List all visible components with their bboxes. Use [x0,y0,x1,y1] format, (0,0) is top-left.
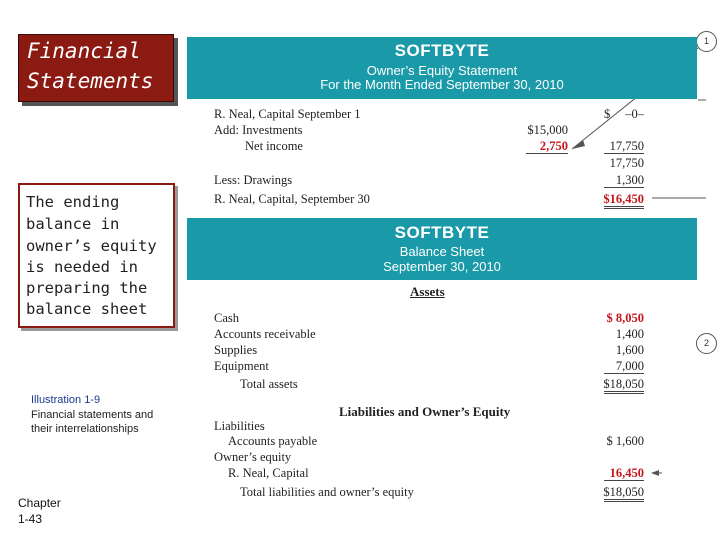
owners-equity-label: Owner’s equity [214,450,292,464]
asset-value: $ 8,050 [606,311,644,325]
asset-label: Cash [214,311,239,325]
callout-1-icon: 1 [696,31,717,52]
investments-value: $15,000 [527,123,568,137]
balance-company: SOFTBYTE [394,223,490,242]
capital-start-value: –0– [625,107,644,121]
liabilities-equity-heading: Liabilities and Owner’s Equity [339,404,511,419]
slide-title-line-2: Statements [27,69,154,93]
underline [604,480,644,481]
double-underline [604,206,644,207]
note-line: balance sheet [26,300,148,318]
underline [604,373,644,374]
asset-label: Equipment [214,359,269,373]
illustration-desc-line-1: Financial statements and [31,409,154,421]
total-liabilities-equity-value: $18,050 [603,485,644,499]
asset-label: Accounts receivable [214,327,316,341]
balance-sheet-date: September 30, 2010 [383,259,501,274]
capital-end-value: $16,450 [603,192,644,206]
double-underline [604,499,644,500]
capital-start-prefix: $ [604,107,611,121]
accounts-payable-value: $ 1,600 [606,434,644,448]
capital-end-label: R. Neal, Capital, September 30 [214,192,370,206]
underline [604,187,644,188]
underline [526,153,568,154]
liabilities-label: Liabilities [214,419,265,433]
note-line: preparing the [26,279,148,297]
chapter-label: Chapter [18,496,61,510]
note-line: The ending [26,193,120,211]
slide-title-line-1: Financial [27,39,141,63]
accounts-payable-label: Accounts payable [228,434,318,448]
subtotal-add-value: 17,750 [609,139,644,153]
total-liabilities-equity-label: Total liabilities and owner’s equity [240,485,414,499]
total-assets-label: Total assets [240,377,298,391]
net-income-label: Net income [245,139,303,153]
callout-2-icon: 2 [696,333,717,354]
drawings-value: 1,300 [615,173,644,187]
arrow-head-icon [651,470,659,476]
chapter-number: 1-43 [18,512,43,526]
arrow-head-icon [572,140,585,149]
net-income-value: 2,750 [539,139,568,153]
equity-statement-header [187,37,697,99]
note-line: balance in [26,215,120,233]
double-underline [604,393,644,394]
illustration-title: Illustration 1-9 [31,394,101,406]
balance-sheet-header [187,218,697,280]
equity-statement-name: Owner’s Equity Statement [366,63,518,78]
equity-company: SOFTBYTE [394,41,490,60]
capital-start-label: R. Neal, Capital September 1 [214,107,361,121]
subtotal-value: 17,750 [609,156,644,170]
asset-label: Supplies [214,343,258,357]
balance-sheet-name: Balance Sheet [399,244,485,259]
assets-heading: Assets [410,284,445,299]
asset-value: 7,000 [615,359,644,373]
equity-statement-period: For the Month Ended September 30, 2010 [320,77,564,92]
capital-value: 16,450 [609,466,644,480]
capital-label: R. Neal, Capital [228,466,309,480]
add-investments-label: Add: Investments [214,123,303,137]
double-underline [604,501,644,502]
illustration-desc-line-2: their interrelationships [31,423,139,435]
asset-value: 1,600 [615,343,644,357]
note-line: is needed in [26,258,138,276]
note-line: owner’s equity [26,237,157,255]
asset-value: 1,400 [615,327,644,341]
double-underline [604,391,644,392]
double-underline [604,208,644,209]
underline [604,153,644,154]
less-drawings-label: Less: Drawings [214,173,293,187]
total-assets-value: $18,050 [603,377,644,391]
